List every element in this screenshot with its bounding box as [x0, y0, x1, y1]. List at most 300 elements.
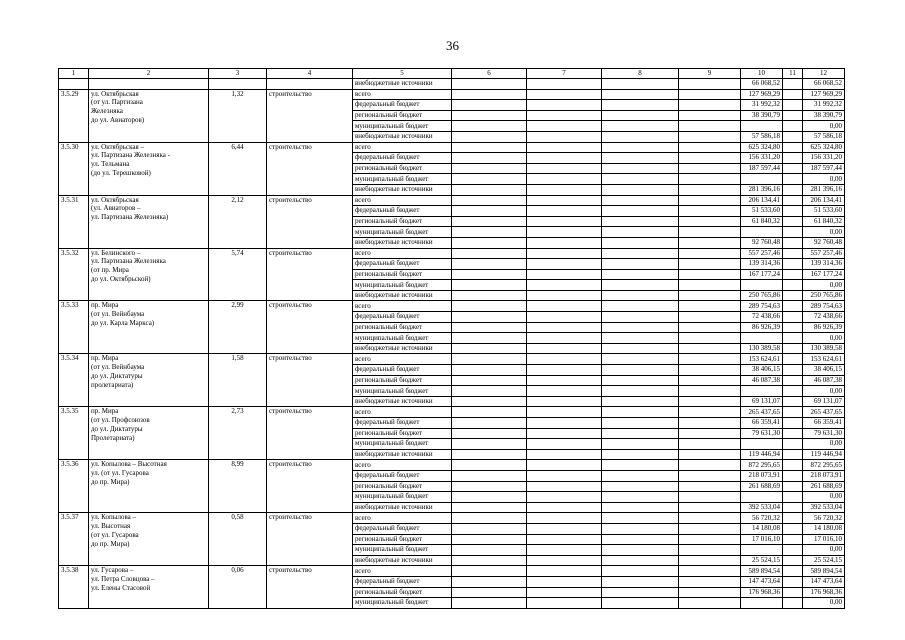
- object-name-line: ул. Копылова –: [91, 513, 137, 522]
- value-cell: 589 894,54: [741, 566, 783, 577]
- empty-cell: [527, 153, 602, 164]
- empty-cell: [679, 386, 741, 397]
- source-label: внебюджетные источники: [353, 237, 452, 248]
- empty-cell: [527, 513, 602, 524]
- empty-cell: [452, 79, 527, 90]
- empty-cell: [527, 79, 602, 90]
- empty-cell: [527, 301, 602, 312]
- total-cell: 92 760,48: [803, 237, 845, 248]
- total-cell: 69 131,07: [803, 396, 845, 407]
- value-cell: 56 720,32: [741, 513, 783, 524]
- empty-cell: [527, 407, 602, 418]
- total-cell: 46 087,38: [803, 375, 845, 386]
- source-label: внебюджетные источники: [353, 502, 452, 513]
- empty-cell: [679, 322, 741, 333]
- empty-cell: [783, 470, 803, 481]
- empty-cell: [679, 513, 741, 524]
- empty-cell: [452, 174, 527, 185]
- empty-cell: [679, 439, 741, 450]
- item-number: 3.5.29: [59, 89, 89, 142]
- source-label: внебюджетные источники: [353, 343, 452, 354]
- empty-cell: [452, 333, 527, 344]
- item-number: 3.5.34: [59, 354, 89, 407]
- work-type: строительство: [267, 89, 353, 142]
- object-name-line: ул. Октябрьская: [91, 89, 139, 98]
- empty-cell: [452, 386, 527, 397]
- object-name-line: до ул. Диктатуры: [91, 372, 143, 381]
- source-label: внебюджетные источники: [353, 79, 452, 90]
- empty-cell: [602, 174, 679, 185]
- empty-cell: [452, 280, 527, 291]
- source-label: федеральный бюджет: [353, 576, 452, 587]
- source-label: региональный бюджет: [353, 322, 452, 333]
- item-number: 3.5.37: [59, 513, 89, 566]
- empty-cell: [679, 184, 741, 195]
- object-name-line: (ул. Авиаторов –: [91, 204, 141, 213]
- value-cell: 57 586,18: [741, 131, 783, 142]
- empty-cell: [679, 269, 741, 280]
- empty-cell: [452, 375, 527, 386]
- empty-cell: [452, 110, 527, 121]
- source-label: всего: [353, 248, 452, 259]
- value-cell: 625 324,80: [741, 142, 783, 153]
- source-label: муниципальный бюджет: [353, 545, 452, 556]
- empty-cell: [679, 142, 741, 153]
- empty-cell: [783, 418, 803, 429]
- value-cell: 872 295,65: [741, 460, 783, 471]
- value-cell: [741, 598, 783, 609]
- work-type: строительство: [267, 248, 353, 301]
- source-label: внебюджетные источники: [353, 555, 452, 566]
- empty-cell: [452, 513, 527, 524]
- object-name-line: ул. Партизана Железняка -: [91, 151, 170, 160]
- total-cell: 872 295,65: [803, 460, 845, 471]
- empty-cell: [602, 598, 679, 609]
- empty-cell: [602, 545, 679, 556]
- object-name-line: ул. Октябрьская –: [91, 142, 144, 151]
- empty-cell: [527, 100, 602, 111]
- empty-cell: [89, 79, 209, 90]
- empty-cell: [679, 259, 741, 270]
- empty-cell: [452, 502, 527, 513]
- empty-cell: [452, 269, 527, 280]
- empty-cell: [602, 365, 679, 376]
- value-cell: [741, 333, 783, 344]
- empty-cell: [527, 428, 602, 439]
- total-cell: 38 390,79: [803, 110, 845, 121]
- empty-cell: [527, 343, 602, 354]
- empty-cell: [679, 481, 741, 492]
- work-type: строительство: [267, 142, 353, 195]
- empty-cell: [527, 216, 602, 227]
- object-name-line: ул. Партизана Железняка: [91, 257, 166, 266]
- empty-cell: [452, 206, 527, 217]
- empty-cell: [452, 407, 527, 418]
- value-cell: 51 533,60: [741, 206, 783, 217]
- empty-cell: [679, 449, 741, 460]
- carryover-row: [59, 79, 845, 90]
- object-name-line: ул. Высотная: [91, 522, 131, 531]
- total-cell: 261 688,69: [803, 481, 845, 492]
- empty-cell: [527, 110, 602, 121]
- table-row: [59, 142, 845, 153]
- empty-cell: [783, 502, 803, 513]
- value-cell: 206 134,41: [741, 195, 783, 206]
- empty-cell: [602, 513, 679, 524]
- source-label: региональный бюджет: [353, 534, 452, 545]
- value-cell: 127 969,29: [741, 89, 783, 100]
- empty-cell: [452, 481, 527, 492]
- empty-cell: [783, 100, 803, 111]
- table-row: [59, 89, 845, 100]
- empty-cell: [783, 195, 803, 206]
- empty-cell: [602, 576, 679, 587]
- object-name: [89, 89, 209, 142]
- object-name: [89, 354, 209, 407]
- source-label: внебюджетные источники: [353, 290, 452, 301]
- empty-cell: [527, 566, 602, 577]
- empty-cell: [679, 343, 741, 354]
- value-cell: 38 390,79: [741, 110, 783, 121]
- empty-cell: [679, 566, 741, 577]
- empty-cell: [783, 545, 803, 556]
- value-cell: 187 597,44: [741, 163, 783, 174]
- empty-cell: [452, 418, 527, 429]
- empty-cell: [527, 502, 602, 513]
- empty-cell: [783, 79, 803, 90]
- object-name: [89, 566, 209, 608]
- total-cell: 119 446,94: [803, 449, 845, 460]
- empty-cell: [602, 280, 679, 291]
- object-name-line: Железняка: [91, 107, 123, 116]
- value-cell: 66 359,41: [741, 418, 783, 429]
- object-name-line: (от ул. Партизана: [91, 98, 143, 107]
- empty-cell: [679, 492, 741, 503]
- source-label: федеральный бюджет: [353, 523, 452, 534]
- empty-cell: [679, 301, 741, 312]
- item-number: 3.5.35: [59, 407, 89, 460]
- empty-cell: [602, 449, 679, 460]
- page-number: 36: [446, 38, 459, 53]
- empty-cell: [602, 237, 679, 248]
- empty-cell: [783, 259, 803, 270]
- value-cell: [741, 386, 783, 397]
- total-cell: 17 016,10: [803, 534, 845, 545]
- empty-cell: [527, 227, 602, 238]
- value-cell: [741, 280, 783, 291]
- empty-cell: [452, 566, 527, 577]
- empty-cell: [679, 396, 741, 407]
- work-type: строительство: [267, 195, 353, 248]
- empty-cell: [602, 121, 679, 132]
- table-row: [59, 354, 845, 365]
- source-label: федеральный бюджет: [353, 312, 452, 323]
- empty-cell: [527, 598, 602, 609]
- total-cell: 0,00: [803, 227, 845, 238]
- empty-cell: [527, 365, 602, 376]
- source-label: муниципальный бюджет: [353, 598, 452, 609]
- value-cell: 281 396,16: [741, 184, 783, 195]
- empty-cell: [783, 428, 803, 439]
- empty-cell: [679, 89, 741, 100]
- value-cell: 392 533,04: [741, 502, 783, 513]
- value-cell: 92 760,48: [741, 237, 783, 248]
- empty-cell: [679, 121, 741, 132]
- empty-cell: [527, 269, 602, 280]
- empty-cell: [452, 545, 527, 556]
- empty-cell: [527, 206, 602, 217]
- empty-cell: [452, 470, 527, 481]
- header-cell: 6: [452, 69, 527, 79]
- empty-cell: [783, 449, 803, 460]
- empty-cell: [783, 290, 803, 301]
- empty-cell: [452, 163, 527, 174]
- empty-cell: [679, 280, 741, 291]
- empty-cell: [679, 206, 741, 217]
- value-cell: 261 688,69: [741, 481, 783, 492]
- total-cell: 127 969,29: [803, 89, 845, 100]
- empty-cell: [452, 460, 527, 471]
- empty-cell: [452, 449, 527, 460]
- empty-cell: [783, 365, 803, 376]
- empty-cell: [527, 470, 602, 481]
- empty-cell: [527, 290, 602, 301]
- empty-cell: [527, 163, 602, 174]
- empty-cell: [452, 343, 527, 354]
- empty-cell: [783, 301, 803, 312]
- empty-cell: [452, 100, 527, 111]
- empty-cell: [679, 195, 741, 206]
- total-cell: 0,00: [803, 386, 845, 397]
- empty-cell: [452, 216, 527, 227]
- value-cell: 25 524,15: [741, 555, 783, 566]
- empty-cell: [602, 301, 679, 312]
- empty-cell: [452, 184, 527, 195]
- empty-cell: [527, 259, 602, 270]
- object-name-line: до ул. Октябрьской): [91, 274, 151, 283]
- value-cell: 79 631,30: [741, 428, 783, 439]
- empty-cell: [527, 375, 602, 386]
- empty-cell: [452, 576, 527, 587]
- source-label: внебюджетные источники: [353, 131, 452, 142]
- empty-cell: [527, 322, 602, 333]
- empty-cell: [783, 460, 803, 471]
- empty-cell: [452, 312, 527, 323]
- empty-cell: [783, 237, 803, 248]
- empty-cell: [602, 534, 679, 545]
- source-label: внебюджетные источники: [353, 184, 452, 195]
- empty-cell: [602, 248, 679, 259]
- empty-cell: [679, 534, 741, 545]
- table-row: [59, 407, 845, 418]
- empty-cell: [679, 576, 741, 587]
- empty-cell: [602, 259, 679, 270]
- empty-cell: [602, 523, 679, 534]
- empty-cell: [602, 481, 679, 492]
- source-label: федеральный бюджет: [353, 470, 452, 481]
- empty-cell: [602, 566, 679, 577]
- empty-cell: [452, 237, 527, 248]
- empty-cell: [783, 492, 803, 503]
- empty-cell: [452, 365, 527, 376]
- object-name-line: пр. Мира: [91, 354, 119, 363]
- object-name-line: (от ул. Профсоюзов: [91, 416, 150, 425]
- empty-cell: [602, 428, 679, 439]
- empty-cell: [267, 79, 353, 90]
- empty-cell: [527, 174, 602, 185]
- empty-cell: [452, 301, 527, 312]
- empty-cell: [452, 259, 527, 270]
- value-cell: 38 406,15: [741, 365, 783, 376]
- object-name-line: до пр. Мира): [91, 477, 130, 486]
- empty-cell: [452, 290, 527, 301]
- empty-cell: [602, 587, 679, 598]
- total-cell: 0,00: [803, 545, 845, 556]
- table-row: [59, 460, 845, 471]
- value-cell: 218 073,91: [741, 470, 783, 481]
- empty-cell: [783, 598, 803, 609]
- total-cell: 265 437,65: [803, 407, 845, 418]
- header-cell: 4: [267, 69, 353, 79]
- total-cell: 281 396,16: [803, 184, 845, 195]
- empty-cell: [527, 312, 602, 323]
- empty-cell: [602, 396, 679, 407]
- source-label: всего: [353, 301, 452, 312]
- length-value: 1,58: [209, 354, 267, 407]
- empty-cell: [783, 354, 803, 365]
- empty-cell: [783, 312, 803, 323]
- empty-cell: [527, 555, 602, 566]
- object-name: [89, 407, 209, 460]
- empty-cell: [679, 100, 741, 111]
- empty-cell: [602, 110, 679, 121]
- empty-cell: [679, 79, 741, 90]
- empty-cell: [783, 142, 803, 153]
- empty-cell: [679, 290, 741, 301]
- empty-cell: [452, 598, 527, 609]
- empty-cell: [679, 428, 741, 439]
- source-label: муниципальный бюджет: [353, 492, 452, 503]
- value-cell: 167 177,24: [741, 269, 783, 280]
- empty-cell: [527, 396, 602, 407]
- empty-cell: [783, 89, 803, 100]
- empty-cell: [783, 110, 803, 121]
- empty-cell: [783, 248, 803, 259]
- object-name-line: (от ул. Гусарова: [91, 530, 139, 539]
- object-name: [89, 142, 209, 195]
- empty-cell: [527, 354, 602, 365]
- object-name-line: ул. Партизана Железняка): [91, 213, 169, 222]
- total-cell: 250 765,86: [803, 290, 845, 301]
- empty-cell: [602, 79, 679, 90]
- empty-cell: [783, 184, 803, 195]
- header-cell: 1: [59, 69, 89, 79]
- empty-cell: [783, 269, 803, 280]
- empty-cell: [602, 470, 679, 481]
- empty-cell: [602, 333, 679, 344]
- empty-cell: [452, 248, 527, 259]
- total-cell: 187 597,44: [803, 163, 845, 174]
- empty-cell: [783, 227, 803, 238]
- empty-cell: [679, 460, 741, 471]
- empty-cell: [679, 216, 741, 227]
- object-name-line: до пр. Мира): [91, 539, 130, 548]
- value-cell: 66 068,52: [741, 79, 783, 90]
- source-label: всего: [353, 195, 452, 206]
- empty-cell: [527, 481, 602, 492]
- empty-cell: [527, 121, 602, 132]
- source-label: федеральный бюджет: [353, 100, 452, 111]
- empty-cell: [602, 460, 679, 471]
- source-label: федеральный бюджет: [353, 206, 452, 217]
- value-cell: 31 992,32: [741, 100, 783, 111]
- item-number: 3.5.36: [59, 460, 89, 513]
- empty-cell: [783, 375, 803, 386]
- source-label: всего: [353, 566, 452, 577]
- object-name-line: ул. Тельмана: [91, 160, 130, 169]
- value-cell: 176 968,36: [741, 587, 783, 598]
- empty-cell: [783, 322, 803, 333]
- empty-cell: [602, 290, 679, 301]
- empty-cell: [527, 386, 602, 397]
- source-label: муниципальный бюджет: [353, 121, 452, 132]
- value-cell: 139 314,36: [741, 259, 783, 270]
- empty-cell: [783, 206, 803, 217]
- empty-cell: [527, 280, 602, 291]
- empty-cell: [783, 153, 803, 164]
- work-type: строительство: [267, 354, 353, 407]
- source-label: региональный бюджет: [353, 269, 452, 280]
- empty-cell: [527, 89, 602, 100]
- empty-cell: [602, 227, 679, 238]
- object-name-line: до ул. Карла Маркса): [91, 319, 155, 328]
- object-name-line: пр. Мира: [91, 407, 119, 416]
- source-label: всего: [353, 89, 452, 100]
- empty-cell: [679, 545, 741, 556]
- value-cell: 17 016,10: [741, 534, 783, 545]
- length-value: 2,73: [209, 407, 267, 460]
- empty-cell: [602, 322, 679, 333]
- empty-cell: [452, 492, 527, 503]
- source-label: федеральный бюджет: [353, 365, 452, 376]
- total-cell: 625 324,80: [803, 142, 845, 153]
- object-name: [89, 301, 209, 354]
- empty-cell: [679, 333, 741, 344]
- length-value: 5,74: [209, 248, 267, 301]
- empty-cell: [602, 354, 679, 365]
- empty-cell: [602, 206, 679, 217]
- object-name-line: Пролетариата): [91, 433, 135, 442]
- source-label: всего: [353, 407, 452, 418]
- empty-cell: [602, 142, 679, 153]
- value-cell: [741, 492, 783, 503]
- source-label: всего: [353, 142, 452, 153]
- work-type: строительство: [267, 566, 353, 608]
- empty-cell: [452, 322, 527, 333]
- empty-cell: [602, 100, 679, 111]
- empty-cell: [602, 269, 679, 280]
- value-cell: 61 840,32: [741, 216, 783, 227]
- empty-cell: [452, 89, 527, 100]
- empty-cell: [452, 153, 527, 164]
- source-label: муниципальный бюджет: [353, 333, 452, 344]
- empty-cell: [452, 523, 527, 534]
- empty-cell: [527, 587, 602, 598]
- empty-cell: [602, 312, 679, 323]
- empty-cell: [209, 79, 267, 90]
- total-cell: 0,00: [803, 174, 845, 185]
- header-cell: 11: [783, 69, 803, 79]
